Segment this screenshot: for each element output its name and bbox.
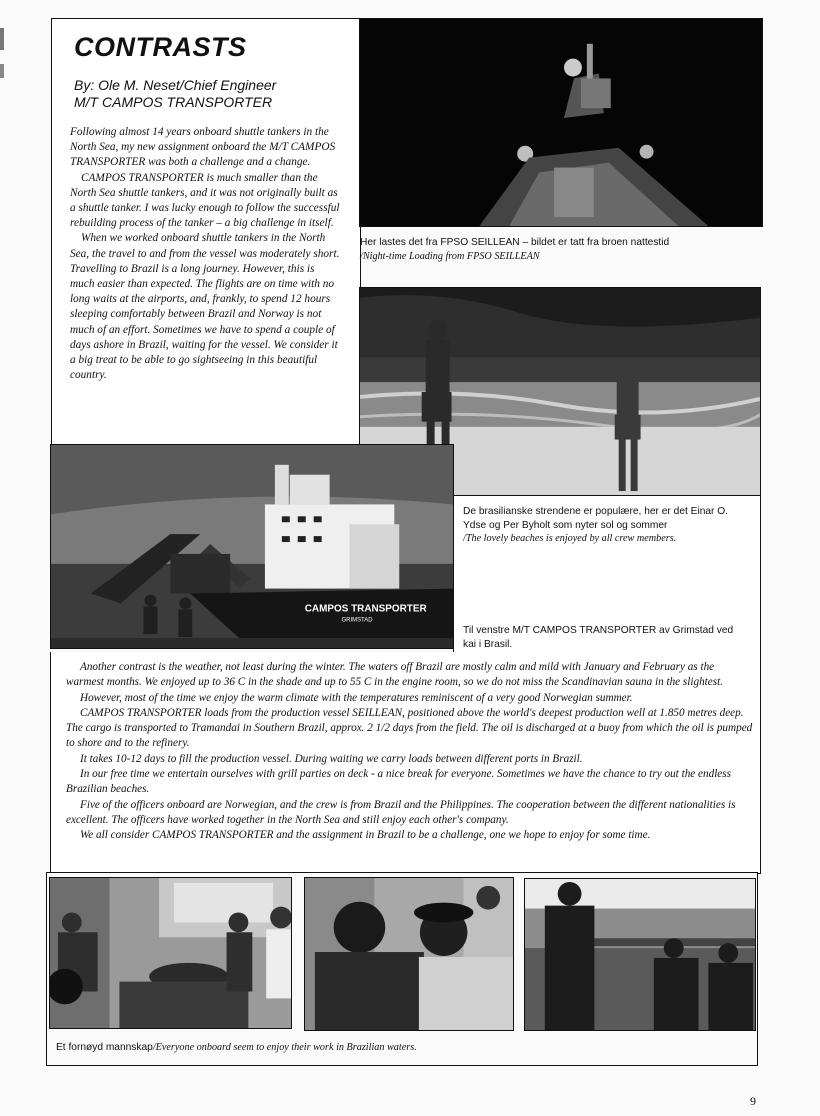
caption-norwegian: Til venstre M/T CAMPOS TRANSPORTER av Grimstad ved kai i Brasil. — [463, 625, 734, 650]
body-paragraph: We all consider CAMPOS TRANSPORTER and the assignment in Brazil to be a challenge, one we hope to enjoy for some time. — [80, 829, 651, 842]
caption-english: /The lovely beaches is enjoyed by all crew members. — [463, 533, 677, 544]
byline-author: By: Ole M. Neset/Chief Engineer — [74, 77, 277, 93]
caption-norwegian: Et fornøyd mannskap — [56, 1042, 153, 1053]
intro-paragraph: When we worked onboard shuttle tankers in the North Sea, the travel to and from the vessel was moderately short. Travelling to Brazil is a long journey. However, this is much easier than expected. The flights are on time with no long waits at the airports, and, frankly, to spend 12 hours sleeping comfortably between Brazil and Norway is not much of an effort. Sometimes we have to spend a couple of days ashore in Brazil, waiting for the vessel. We consider it a big treat to be able to go sightseeing in this beautiful country. — [70, 232, 340, 382]
ship-home-port-on-hull: GRIMSTAD — [341, 617, 373, 624]
article-byline — [74, 77, 276, 111]
body-paragraph: Another contrast is the weather, not least during the winter. The waters off Brazil are mostly calm and mild with January and February as the warmest months. We enjoyed up to 36 C in the shade and up to 55 C in the engine room, so we do not miss the Scandinavian sauna in the slightest. — [66, 661, 724, 689]
intro-paragraph: Following almost 14 years onboard shuttle tankers in the North Sea, my new assignment onboard the M/T CAMPOS TRANSPORTER was both a challenge and a change. — [70, 126, 336, 169]
caption-norwegian: Her lastes det fra FPSO SEILLEAN – bildet er tatt fra broen nattestid — [360, 237, 670, 248]
byline-vessel: M/T CAMPOS TRANSPORTER — [74, 94, 273, 110]
body-paragraph: In our free time we entertain ourselves with grill parties on deck - a nice break for everyone. Sometimes we have the chance to try out the endless Brazilian beaches. — [66, 768, 731, 796]
caption-english: /Night-time Loading from FPSO SEILLEAN — [360, 250, 540, 262]
body-paragraph: Five of the officers onboard are Norwegian, and the crew is from Brazil and the Philippines. The cooperation between the different nationalities is excellent. The officers have worked together in the North Sea and still enjoy each other's company. — [66, 798, 736, 826]
night-photo-caption — [360, 236, 755, 263]
article-title: CONTRASTS — [74, 32, 247, 62]
body-paragraph: CAMPOS TRANSPORTER loads from the production vessel SEILLEAN, positioned above the world's deepest production well at 1.850 metres deep. The cargo is transported to Tramandai in Southern Brazil, approx. 2 1/2 days from the field. The oil is discharged at a buoy from which the oil is pumped to shore and to the refinery. — [66, 706, 753, 750]
crew-deck-photo — [524, 878, 756, 1031]
beach-photo-caption — [463, 505, 748, 546]
body-paragraph: It takes 10-12 days to fill the production vessel. During waiting we carry loads between different ports in Brazil. — [80, 752, 583, 765]
intro-paragraph: CAMPOS TRANSPORTER is much smaller than the North Sea shuttle tankers, and it was not originally built as a shuttle tanker. I was lucky enough to follow the successful rebuilding process of the tanker – a big challenge in itself. — [70, 171, 340, 230]
page-number: 9 — [750, 1094, 756, 1108]
crew-portrait-photo — [304, 877, 514, 1031]
body-text — [66, 660, 754, 844]
ship-name-on-hull: CAMPOS TRANSPORTER — [304, 603, 427, 615]
crew-grill-photo — [49, 877, 292, 1029]
ship-photo-caption — [463, 624, 748, 651]
night-loading-photo — [359, 18, 763, 227]
intro-text — [70, 125, 340, 383]
body-paragraph: However, most of the time we enjoy the warm climate with the temperatures reminiscent of a very good Norwegian summer. — [80, 691, 633, 704]
caption-norwegian: De brasilianske strendene er populære, her er det Einar O. Ydse og Per Byholt som nyter sol og sommer — [463, 506, 729, 531]
crew-photos-caption — [56, 1041, 746, 1055]
margin-mark — [0, 64, 4, 78]
ship-at-quay-photo — [50, 444, 454, 649]
margin-mark — [0, 28, 4, 50]
caption-english: /Everyone onboard seem to enjoy their work in Brazilian waters. — [152, 1042, 417, 1053]
